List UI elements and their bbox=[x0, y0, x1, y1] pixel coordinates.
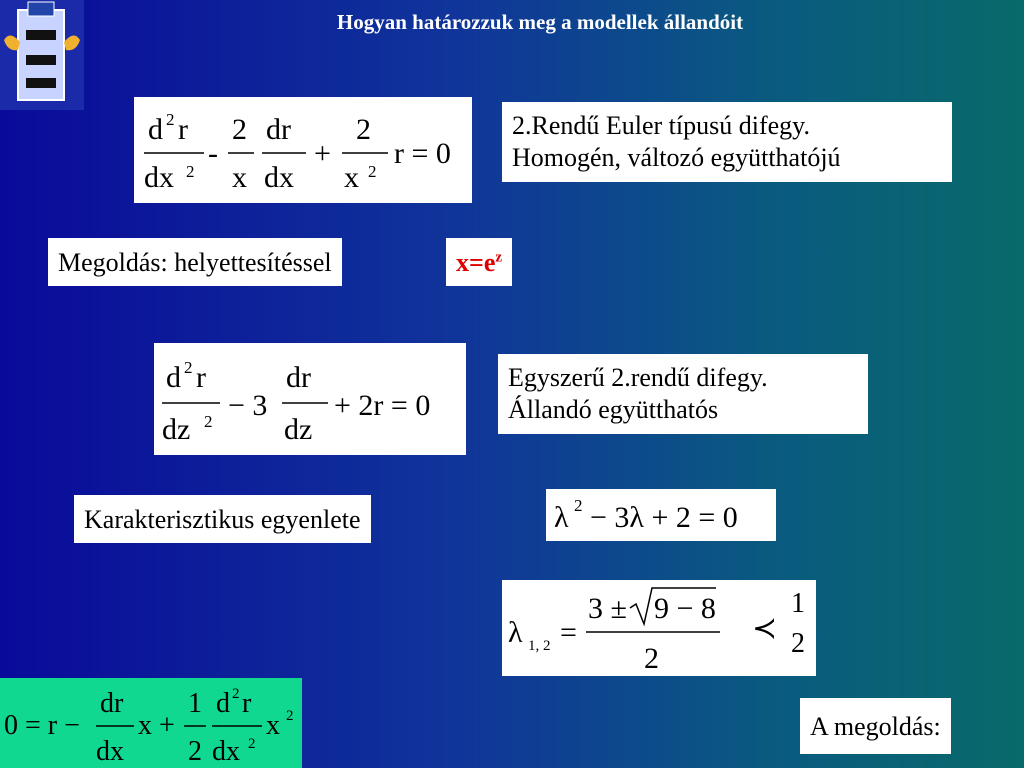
roots-den: 2 bbox=[644, 642, 659, 675]
substitution-exp: z bbox=[495, 249, 503, 266]
roots-values bbox=[780, 580, 816, 676]
eq1-den2: x bbox=[232, 161, 247, 194]
note-constant bbox=[498, 354, 868, 434]
final-tail-exp: 2 bbox=[286, 708, 294, 724]
roots-subscript: 1, 2 bbox=[528, 638, 551, 654]
eq1-num4: 2 bbox=[356, 113, 371, 146]
eq1-den4: x bbox=[344, 161, 359, 194]
eq2-num2: dr bbox=[286, 361, 311, 394]
answer-label: A megoldás: bbox=[800, 698, 951, 754]
note-euler-line2: Homogén, változó együtthatójú bbox=[512, 143, 841, 172]
eq1-plus: + bbox=[314, 137, 331, 170]
eq2-r: r bbox=[196, 361, 206, 394]
eq2-num1: d bbox=[166, 361, 181, 394]
root-one: 1 bbox=[791, 588, 805, 619]
final-tail: x bbox=[266, 710, 280, 741]
eq1-r: r bbox=[178, 113, 188, 146]
roots-lambda: λ bbox=[508, 616, 523, 649]
final-num3: d bbox=[216, 688, 230, 719]
eq2-den2: dz bbox=[284, 413, 313, 446]
eq1-den3: dx bbox=[264, 161, 294, 194]
root-two: 2 bbox=[791, 628, 805, 659]
eq2-mid: − 3 bbox=[228, 389, 268, 422]
eq2-exp: 2 bbox=[184, 358, 193, 377]
eq1-den1: dx bbox=[144, 161, 174, 194]
eq2-den1-exp: 2 bbox=[204, 412, 213, 431]
eq1-num2: 2 bbox=[232, 113, 247, 146]
char-lambda: λ bbox=[554, 501, 569, 534]
substitution-base: x=e bbox=[456, 248, 496, 277]
solution-label: Megoldás: helyettesítéssel bbox=[48, 238, 342, 286]
roots-num-a: 3 ± bbox=[588, 592, 627, 625]
char-rest: − 3λ + 2 = 0 bbox=[590, 501, 738, 534]
eq1-minus: - bbox=[208, 137, 218, 170]
final-lhs: 0 = r − bbox=[4, 710, 80, 741]
final-equation bbox=[0, 678, 302, 768]
char-exp: 2 bbox=[574, 496, 583, 515]
final-num3-exp: 2 bbox=[232, 686, 240, 702]
eq1-num3: dr bbox=[266, 113, 291, 146]
eq1-tail: r = 0 bbox=[394, 137, 451, 170]
final-den1: dx bbox=[96, 736, 124, 767]
characteristic-label: Karakterisztikus egyenlete bbox=[74, 495, 371, 543]
final-den3-exp: 2 bbox=[248, 736, 256, 752]
final-mid: x + bbox=[138, 710, 175, 741]
eq2-den1: dz bbox=[162, 413, 191, 446]
eq1-exp: 2 bbox=[166, 110, 175, 129]
note-euler-line1: 2.Rendű Euler típusú difegy. bbox=[512, 111, 810, 140]
equation-constant bbox=[154, 343, 466, 455]
roots-equation bbox=[502, 580, 782, 676]
final-num2: 1 bbox=[188, 688, 202, 719]
university-logo bbox=[0, 0, 84, 110]
eq1-den4-exp: 2 bbox=[368, 162, 377, 181]
note-constant-line1: Egyszerű 2.rendű difegy. bbox=[508, 363, 768, 392]
roots-num-b: 9 − 8 bbox=[654, 592, 716, 625]
final-den3: dx bbox=[212, 736, 240, 767]
final-den2: 2 bbox=[188, 736, 202, 767]
roots-arrow: ≺ bbox=[752, 612, 778, 645]
note-constant-line2: Állandó együtthatós bbox=[508, 395, 719, 424]
substitution-box bbox=[446, 238, 512, 286]
equation-euler bbox=[134, 97, 472, 203]
slide-title: Hogyan határozzuk meg a modellek állandóit bbox=[336, 10, 744, 34]
roots-equals: = bbox=[560, 616, 577, 649]
characteristic-equation bbox=[546, 489, 776, 541]
final-num3-r: r bbox=[242, 688, 252, 719]
final-num1: dr bbox=[100, 688, 124, 719]
note-euler bbox=[502, 102, 952, 182]
eq2-tail: + 2r = 0 bbox=[334, 389, 431, 422]
eq1-num1: d bbox=[148, 113, 163, 146]
eq1-den1-exp: 2 bbox=[186, 162, 195, 181]
